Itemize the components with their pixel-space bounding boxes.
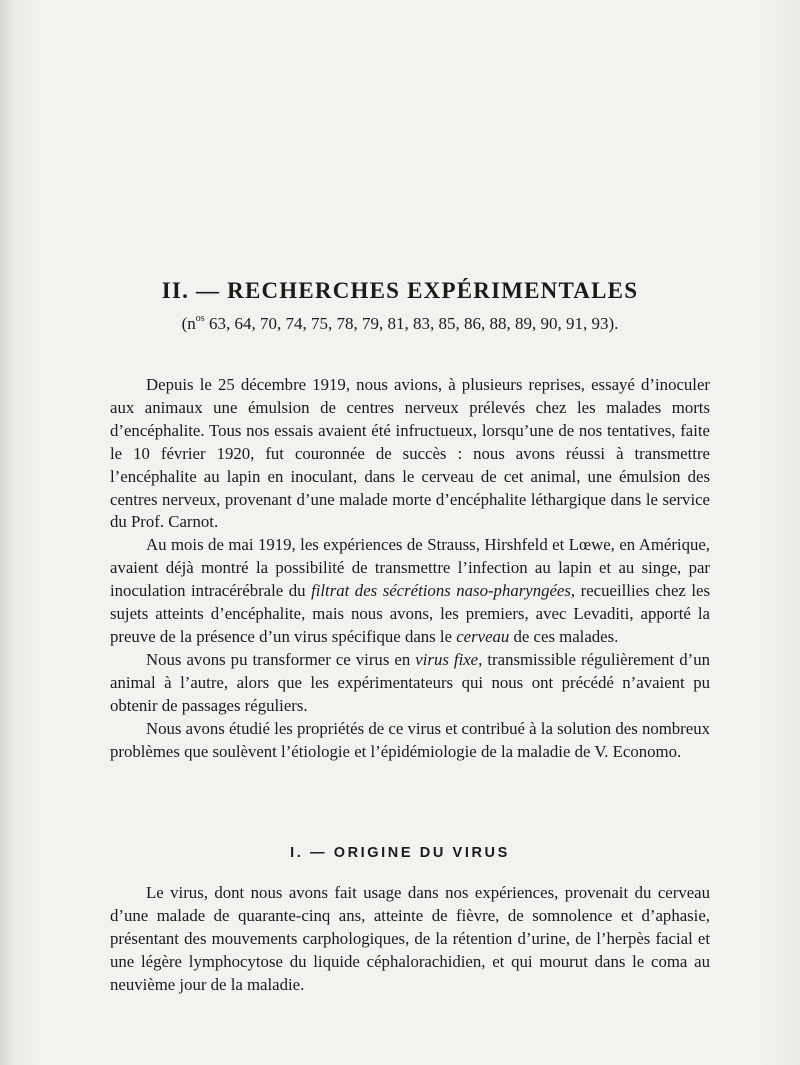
references-sup: os [195, 313, 205, 325]
references-open: (n [181, 314, 196, 333]
paragraph-2-emphasis-filtrat: filtrat des sécrétions naso-pharyngées [311, 581, 571, 601]
section-title: II. — RECHERCHES EXPÉRIMENTALES [161, 278, 639, 303]
paragraph-2 [110, 534, 710, 649]
paragraph-3 [110, 649, 710, 718]
references-list: 63, 64, 70, 74, 75, 78, 79, 81, 83, 85, 86, 88, 89, 90, 91, 93). [204, 314, 619, 333]
body-text-2 [110, 882, 710, 997]
paragraph-3-text-a: Nous avons pu transformer ce virus en [146, 649, 416, 669]
paragraph-2-text-a: Au mois de mai 1919, les expériences de Strauss, Hirshfeld et Lœwe, en Amérique, avaient déjà montré la possibilité de transmettre l’infection au lapin et au singe, par inoculation intracérébrale du [110, 535, 710, 601]
paragraph-4: Nous avons étudié les propriétés de ce virus et contribué à la solution des nombreux problèmes que soulèvent l’étiologie et l’épidémiologie de la maladie de V. Economo. [110, 718, 710, 761]
references-line [0, 314, 800, 334]
paragraph-5: Le virus, dont nous avons fait usage dans nos expériences, provenait du cerveau d’une malade de quarante-cinq ans, atteinte de fièvre, de somnolence et d’aphasie, présentant des mouvements carphologiques, de la rétention d’urine, de l’herpès facial et une légère lymphocytose du liquide céphalorachidien, et qui mourut dans le coma au neuvième jour de la maladie. [110, 883, 710, 994]
subsection-title: I. — ORIGINE DU VIRUS [290, 845, 510, 861]
paragraph-2-text-c: de ces malades. [509, 626, 619, 646]
paragraph-2-emphasis-cerveau: cerveau [456, 626, 510, 646]
paragraph-2-text-b: , recueillies chez les sujets atteints d’encéphalite, mais nous avons, les premiers, avec Levaditi, apporté la preuve de la présence d’un virus spécifique dans le [110, 581, 710, 646]
paragraph-3-emphasis-virus-fixe: virus fixe [415, 649, 479, 669]
paragraph-1: Depuis le 25 décembre 1919, nous avions, à plusieurs reprises, essayé d’inoculer aux animaux une émulsion de centres nerveux prélevés chez les malades morts d’encéphalite. Tous nos essais avaient été infructueux, lorsqu’une de nos tentatives, faite le 10 février 1920, fut couronnée de succès : nous avons réussi à transmettre l’encéphalite au lapin en inoculant, dans le cerveau de cet animal, une émulsion des centres nerveux, provenant d’une malade morte d’encéphalite léthargique dans le service du Prof. Carnot. [110, 375, 710, 532]
body-text [110, 374, 710, 763]
paragraph-3-text-b: , transmissible régulièrement d’un animal à l’autre, alors que les expérimentateurs qui nous ont précédé n’avaient pu obtenir de passages réguliers. [110, 649, 710, 715]
